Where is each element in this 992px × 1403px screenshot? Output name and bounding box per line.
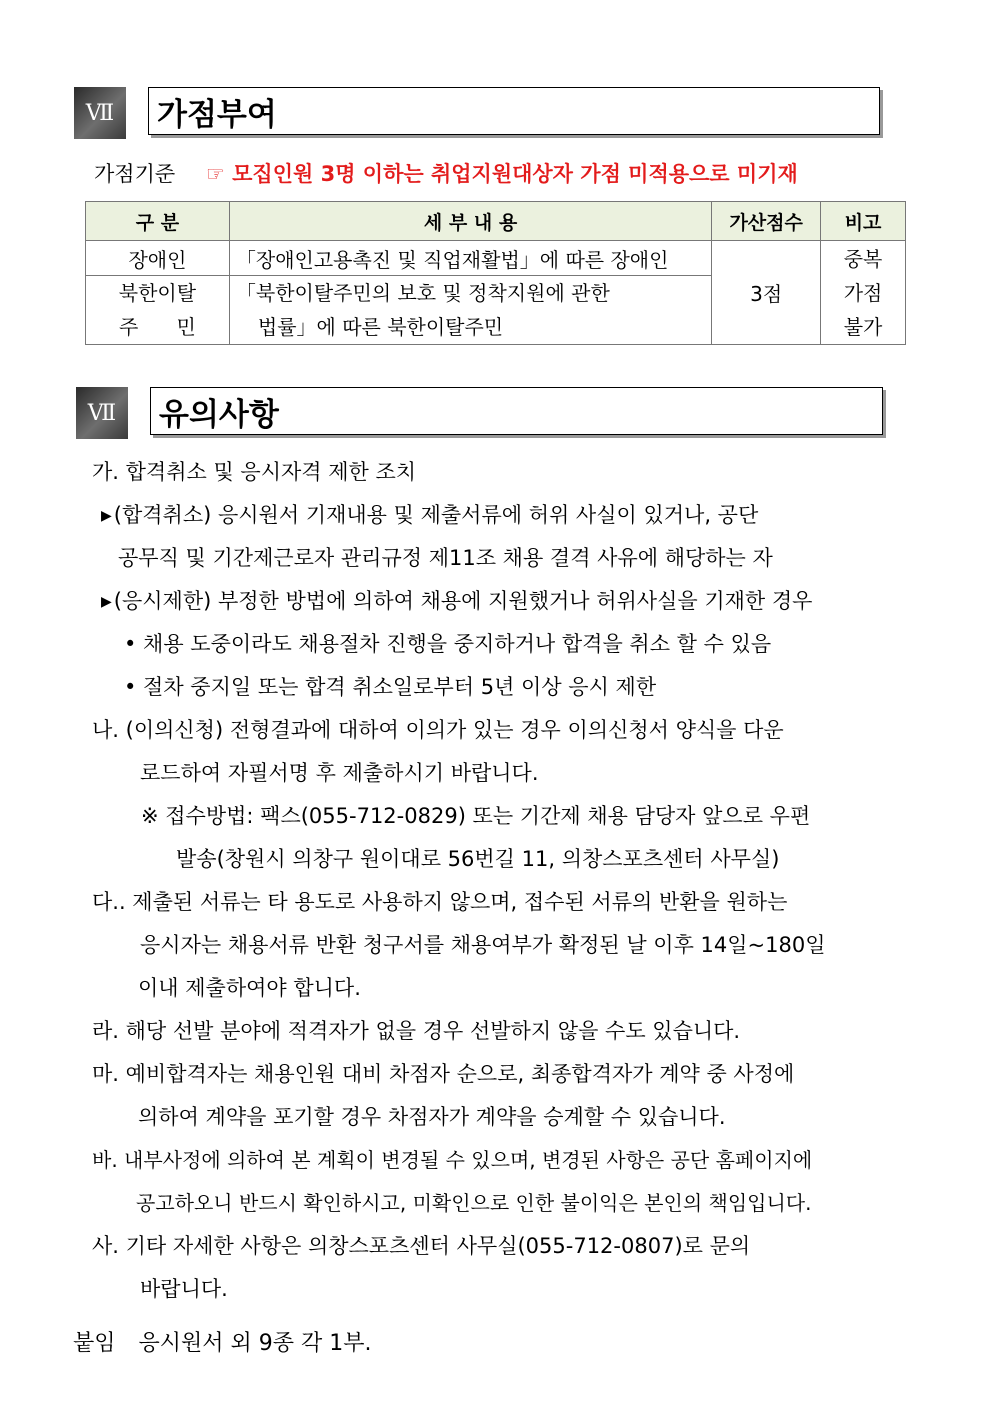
note-item-cont: 의하여 계약을 포기할 경우 차점자가 계약을 승계할 수 있습니다. xyxy=(138,1105,726,1129)
attachment-label: 붙임 xyxy=(73,1331,116,1356)
note-heading-ma: 마. 예비합격자는 채용인원 대비 차점자 순으로, 최종합격자가 계약 중 사정에 xyxy=(92,1062,795,1086)
note-heading-da: 다.. 제출된 서류는 타 용도로 사용하지 않으며, 접수된 서류의 반환을 원하는 xyxy=(92,890,788,914)
note-item-cont: 바랍니다. xyxy=(140,1277,228,1301)
section-numeral-badge: Ⅶ xyxy=(76,387,128,439)
note-item: ▶(합격취소) 응시원서 기재내용 및 제출서류에 허위 사실이 있거나, 공단 xyxy=(101,503,759,527)
note-line: 가점 xyxy=(843,280,883,305)
row-category xyxy=(86,276,230,345)
note-heading-na: 나. (이의신청) 전형결과에 대하여 이의가 있는 경우 이의신청서 양식을 다운 xyxy=(92,718,784,742)
note-heading-sa: 사. 기타 자세한 사항은 의창스포츠센터 사무실(055-712-0807)로 문의 xyxy=(92,1234,751,1258)
note-item-cont: 공무직 및 기간제근로자 관리규정 제11조 채용 결격 사유에 해당하는 자 xyxy=(118,546,773,570)
note-item-cont: 응시자는 채용서류 반환 청구서를 채용여부가 확정된 날 이후 14일~180일 xyxy=(140,933,826,957)
triangle-bullet-icon: ▶ xyxy=(101,508,112,524)
note-subitem: • 채용 도중이라도 채용절차 진행을 중지하거나 합격을 취소 할 수 있음 xyxy=(124,632,772,656)
note-item: ▶(응시제한) 부정한 방법에 의하여 채용에 지원했거나 허위사실을 기재한 경우 xyxy=(101,589,813,613)
row-detail: 「장애인고용촉진 및 직업재활법」에 따른 장애인 xyxy=(229,241,711,276)
row-detail xyxy=(229,276,711,345)
attachment-line xyxy=(73,1333,372,1355)
section-title: 유의사항 xyxy=(150,387,883,435)
section-title: 가점부여 xyxy=(148,87,880,135)
note-heading-ga: 가. 합격취소 및 응시자격 제한 조치 xyxy=(92,460,417,484)
category-line: 북한이탈 xyxy=(118,281,197,305)
note-subitem: • 절차 중지일 또는 합격 취소일로부터 5년 이상 응시 제한 xyxy=(124,675,657,699)
note-heading-ra: 라. 해당 선발 분야에 적격자가 없을 경우 선발하지 않을 수도 있습니다. xyxy=(92,1019,741,1043)
note-item-cont: 이내 제출하여야 합니다. xyxy=(138,976,361,1000)
note-heading-ba: 바. 내부사정에 의하여 본 계획이 변경될 수 있으며, 변경된 사항은 공단 홈페이지에 xyxy=(92,1148,813,1172)
section-header-bonus xyxy=(74,87,884,139)
note-item-cont: 공고하오니 반드시 확인하시고, 미확인으로 인한 불이익은 본인의 책임입니다. xyxy=(136,1191,812,1215)
criteria-note: ☞ 모집인원 3명 이하는 취업지원대상자 가점 미적용으로 미기재 xyxy=(206,162,798,186)
section-numeral-badge: Ⅶ xyxy=(74,87,126,139)
criteria-label: 가점기준 xyxy=(94,162,176,186)
header-points: 가산점수 xyxy=(712,202,821,241)
category-line: 주 민 xyxy=(119,315,196,339)
table-header-row xyxy=(86,202,906,241)
row-category: 장애인 xyxy=(86,241,230,276)
note-line: 불가 xyxy=(843,314,883,339)
note-item-cont: 발송(창원시 의창구 원이대로 56번길 11, 의창스포츠센터 사무실) xyxy=(176,847,780,871)
table-row xyxy=(86,241,906,276)
detail-line: 법률」에 따른 북한이탈주민 xyxy=(257,315,504,339)
header-detail: 세 부 내 용 xyxy=(229,202,711,241)
header-note: 비고 xyxy=(821,202,906,241)
bonus-table xyxy=(85,201,906,345)
section-header-notes xyxy=(76,387,886,439)
note-line: 중복 xyxy=(843,246,883,271)
header-category: 구 분 xyxy=(86,202,230,241)
points-cell: 3점 xyxy=(712,241,821,345)
note-cell xyxy=(821,241,906,345)
note-item-cont: 로드하여 자필서명 후 제출하시기 바랍니다. xyxy=(140,761,539,785)
detail-line: 「북한이탈주민의 보호 및 정착지원에 관한 xyxy=(235,281,610,305)
note-reference: ※ 접수방법: 팩스(055-712-0829) 또는 기간제 채용 담당자 앞으로 우편 xyxy=(141,804,811,828)
attachment-text: 응시원서 외 9종 각 1부. xyxy=(138,1331,372,1356)
triangle-bullet-icon: ▶ xyxy=(101,594,112,610)
